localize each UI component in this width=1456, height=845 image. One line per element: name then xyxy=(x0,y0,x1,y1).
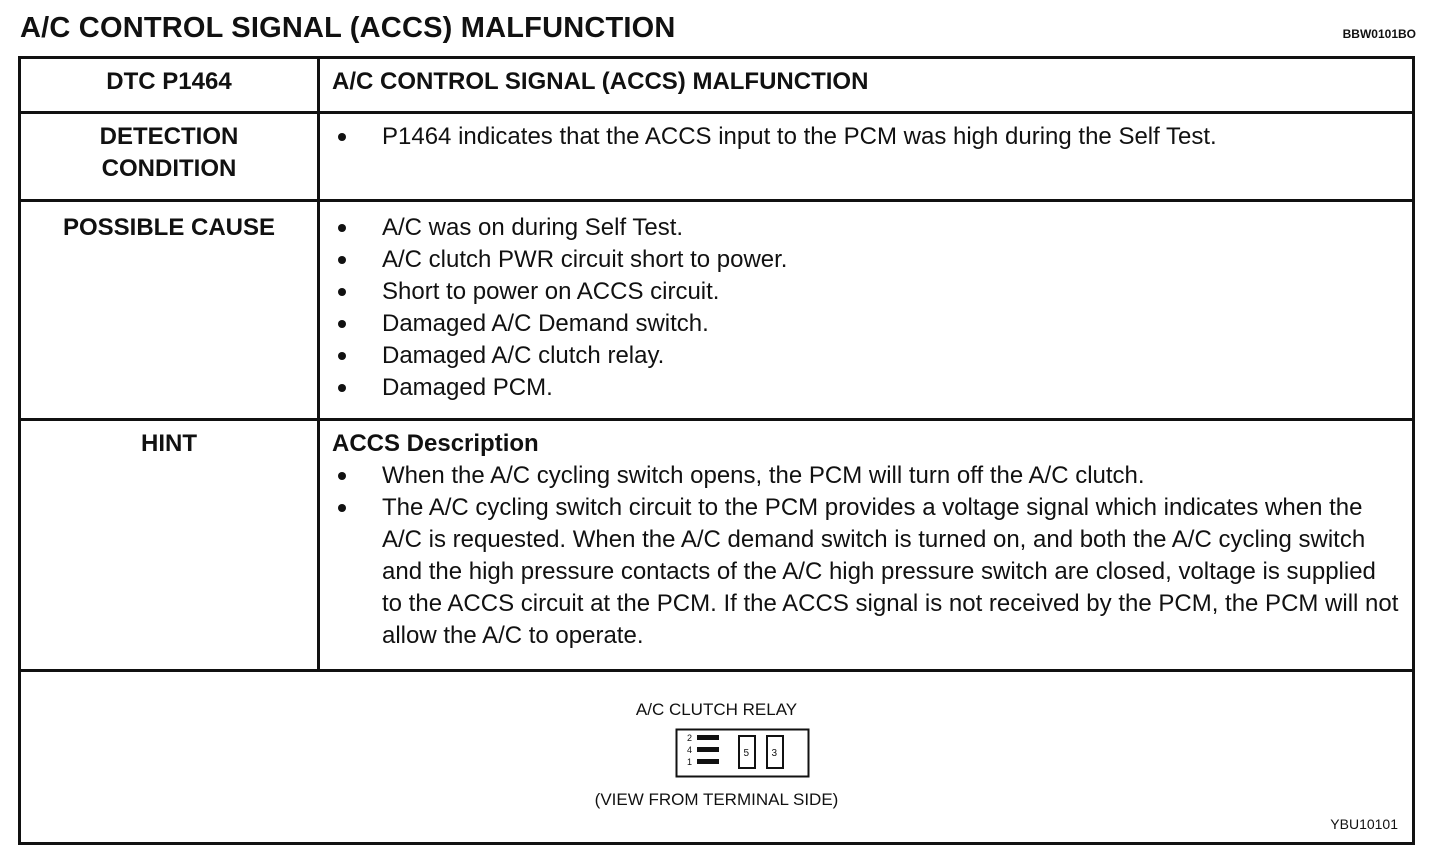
view-caption: (VIEW FROM TERMINAL SIDE) xyxy=(594,790,839,809)
detection-label-line1: DETECTION xyxy=(99,123,239,150)
hint-item: The A/C cycling switch circuit to the PCM provides a voltage signal which indicates when the A/C is requested. When the A/C demand switch is turned on, and both the A/C cycling switch and the high pressure contacts of the A/C high pressure switch are closed, voltage is supplied to the ACCS circuit at the PCM. If the ACCS signal is not received by the PCM, the PCM will not allow the A/C to operate. xyxy=(332,492,1402,652)
possible-cause-row xyxy=(20,201,1414,420)
cause-item: A/C was on during Self Test. xyxy=(332,212,1402,244)
detection-condition-row xyxy=(20,113,1414,201)
relay-figure xyxy=(20,671,1414,844)
hint-content xyxy=(319,420,1414,671)
relay-connector-diagram xyxy=(675,728,811,778)
terminal-pin-1 xyxy=(697,759,719,764)
cause-item: Damaged A/C Demand switch. xyxy=(332,308,1402,340)
terminal-label-1: 1 xyxy=(687,757,693,767)
terminal-pin-4 xyxy=(697,747,719,752)
dtc-label: DTC P1464 xyxy=(20,58,319,113)
page-title: A/C CONTROL SIGNAL (ACCS) MALFUNCTION xyxy=(20,12,676,44)
figure-code: YBU10101 xyxy=(1330,816,1398,832)
terminal-label-5: 5 xyxy=(743,748,750,759)
detection-item: P1464 indicates that the ACCS input to the PCM was high during the Self Test. xyxy=(332,121,1402,153)
hint-heading: ACCS Description xyxy=(332,430,539,457)
detection-condition-content xyxy=(319,113,1414,201)
hint-item: When the A/C cycling switch opens, the PCM will turn off the A/C clutch. xyxy=(332,460,1402,492)
cause-item: Short to power on ACCS circuit. xyxy=(332,276,1402,308)
possible-cause-label: POSSIBLE CAUSE xyxy=(20,201,319,420)
possible-cause-content xyxy=(319,201,1414,420)
diagnostic-table xyxy=(18,56,1415,845)
figure-row xyxy=(20,671,1414,844)
terminal-pin-2 xyxy=(697,735,719,740)
cause-item: A/C clutch PWR circuit short to power. xyxy=(332,244,1402,276)
terminal-label-2: 2 xyxy=(687,733,693,743)
terminal-label-4: 4 xyxy=(687,745,693,755)
relay-caption: A/C CLUTCH RELAY xyxy=(635,700,798,719)
cause-item: Damaged PCM. xyxy=(332,372,1402,404)
detection-label-line2: CONDITION xyxy=(101,155,237,182)
dtc-value: A/C CONTROL SIGNAL (ACCS) MALFUNCTION xyxy=(319,58,1414,113)
hint-label: HINT xyxy=(20,420,319,671)
document-code: BBW0101BO xyxy=(1342,27,1416,41)
detection-condition-label xyxy=(20,113,319,201)
dtc-row xyxy=(20,58,1414,113)
cause-item: Damaged A/C clutch relay. xyxy=(332,340,1402,372)
hint-row xyxy=(20,420,1414,671)
terminal-label-3: 3 xyxy=(771,748,778,759)
